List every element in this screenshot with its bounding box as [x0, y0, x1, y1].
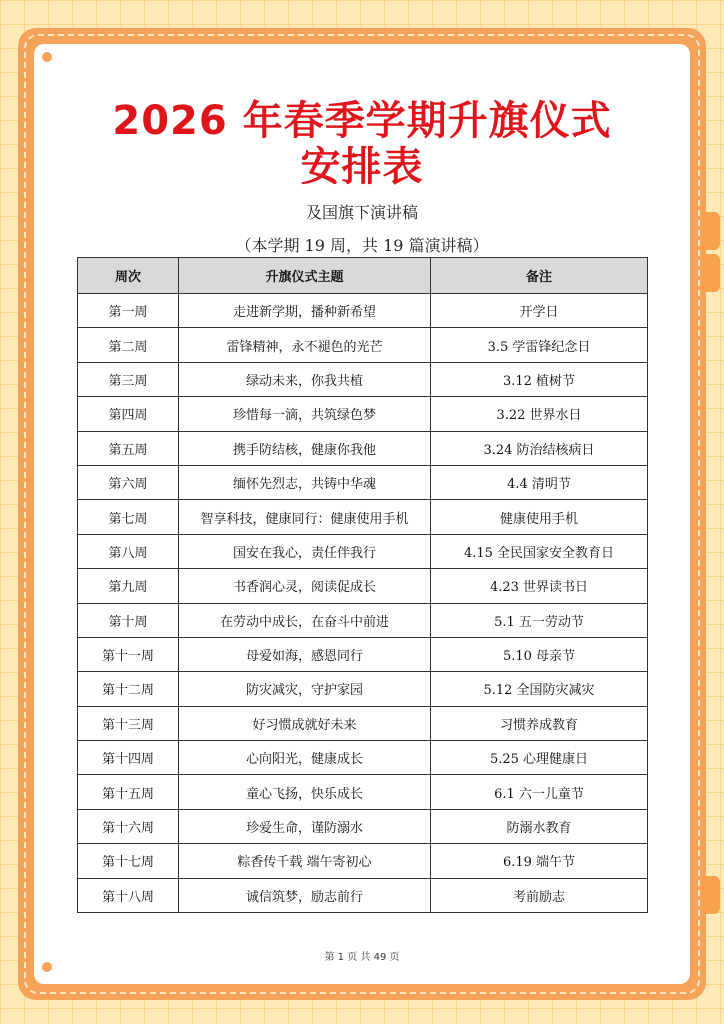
cell-note: 6.1 六一儿童节: [431, 775, 648, 809]
table-row: [78, 431, 648, 465]
cell-theme: 国安在我心，责任伴我行: [179, 534, 431, 568]
cell-theme: 珍惜每一滴，共筑绿色梦: [179, 397, 431, 431]
table-row: [78, 328, 648, 362]
cell-theme: 书香润心灵，阅读促成长: [179, 569, 431, 603]
cell-theme: 绿动未来，你我共植: [179, 362, 431, 396]
table-row: [78, 878, 648, 912]
cell-theme: 雷锋精神，永不褪色的光芒: [179, 328, 431, 362]
header-week: 周次: [78, 258, 179, 294]
cell-week: 第十八周: [78, 878, 179, 912]
table-row: [78, 775, 648, 809]
cell-week: 第十四周: [78, 741, 179, 775]
cell-week: 第十五周: [78, 775, 179, 809]
cell-note: 6.19 端午节: [431, 844, 648, 878]
table-row: [78, 362, 648, 396]
cell-note: 5.12 全国防灾减灾: [431, 672, 648, 706]
cell-note: 3.12 植树节: [431, 362, 648, 396]
table-row: [78, 569, 648, 603]
cell-note: 习惯养成教育: [431, 706, 648, 740]
table-row: [78, 603, 648, 637]
table-row: [78, 397, 648, 431]
cell-theme: 好习惯成就好未来: [179, 706, 431, 740]
table-row: [78, 844, 648, 878]
cell-theme: 珍爱生命，谨防溺水: [179, 809, 431, 843]
cell-theme: 母爱如海，感恩同行: [179, 637, 431, 671]
cell-theme: 缅怀先烈志，共铸中华魂: [179, 465, 431, 499]
cell-week: 第十七周: [78, 844, 179, 878]
cell-note: 3.22 世界水日: [431, 397, 648, 431]
cell-theme: 诚信筑梦，励志前行: [179, 878, 431, 912]
cell-note: 5.25 心理健康日: [431, 741, 648, 775]
schedule-table: [77, 257, 648, 913]
corner-dot-icon: [42, 962, 52, 972]
cell-theme: 童心飞扬，快乐成长: [179, 775, 431, 809]
table-row: [78, 809, 648, 843]
cell-week: 第十周: [78, 603, 179, 637]
cell-note: 5.1 五一劳动节: [431, 603, 648, 637]
page-number: 第 1 页 共 49 页: [324, 952, 400, 963]
table-row: [78, 465, 648, 499]
side-tab-icon: [702, 212, 720, 250]
cell-week: 第九周: [78, 569, 179, 603]
table-header-row: [78, 258, 648, 294]
cell-week: 第三周: [78, 362, 179, 396]
table-row: [78, 637, 648, 671]
cell-week: 第二周: [78, 328, 179, 362]
cell-theme: 粽香传千载 端午寄初心: [179, 844, 431, 878]
table-row: [78, 741, 648, 775]
page-note: （本学期 19 周，共 19 篇演讲稿）: [235, 236, 489, 255]
cell-theme: 防灾减灾，守护家园: [179, 672, 431, 706]
cell-theme: 智享科技，健康同行：健康使用手机: [179, 500, 431, 534]
page-title-line2: 安排表: [300, 144, 424, 190]
table-row: [78, 706, 648, 740]
corner-dot-icon: [42, 52, 52, 62]
side-tab-icon: [702, 876, 720, 914]
cell-week: 第六周: [78, 465, 179, 499]
cell-note: 4.23 世界读书日: [431, 569, 648, 603]
cell-week: 第十一周: [78, 637, 179, 671]
cell-theme: 携手防结核，健康你我他: [179, 431, 431, 465]
side-tab-icon: [702, 254, 720, 292]
page-subtitle: 及国旗下演讲稿: [305, 203, 418, 222]
table-row: [78, 294, 648, 328]
cell-note: 考前励志: [431, 878, 648, 912]
header-theme: 升旗仪式主题: [179, 258, 431, 294]
cell-note: 3.5 学雷锋纪念日: [431, 328, 648, 362]
cell-theme: 走进新学期，播种新希望: [179, 294, 431, 328]
cell-week: 第一周: [78, 294, 179, 328]
cell-theme: 在劳动中成长，在奋斗中前进: [179, 603, 431, 637]
header-note: 备注: [431, 258, 648, 294]
cell-week: 第五周: [78, 431, 179, 465]
cell-week: 第四周: [78, 397, 179, 431]
cell-note: 3.24 防治结核病日: [431, 431, 648, 465]
cell-week: 第十二周: [78, 672, 179, 706]
cell-week: 第七周: [78, 500, 179, 534]
cell-week: 第八周: [78, 534, 179, 568]
cell-note: 防溺水教育: [431, 809, 648, 843]
cell-note: 健康使用手机: [431, 500, 648, 534]
cell-week: 第十六周: [78, 809, 179, 843]
cell-week: 第十三周: [78, 706, 179, 740]
cell-note: 4.4 清明节: [431, 465, 648, 499]
table-row: [78, 500, 648, 534]
cell-note: 4.15 全民国家安全教育日: [431, 534, 648, 568]
cell-note: 5.10 母亲节: [431, 637, 648, 671]
cell-theme: 心向阳光，健康成长: [179, 741, 431, 775]
table-row: [78, 672, 648, 706]
table-row: [78, 534, 648, 568]
cell-note: 开学日: [431, 294, 648, 328]
page-title-line1: 2026 年春季学期升旗仪式: [112, 98, 612, 144]
